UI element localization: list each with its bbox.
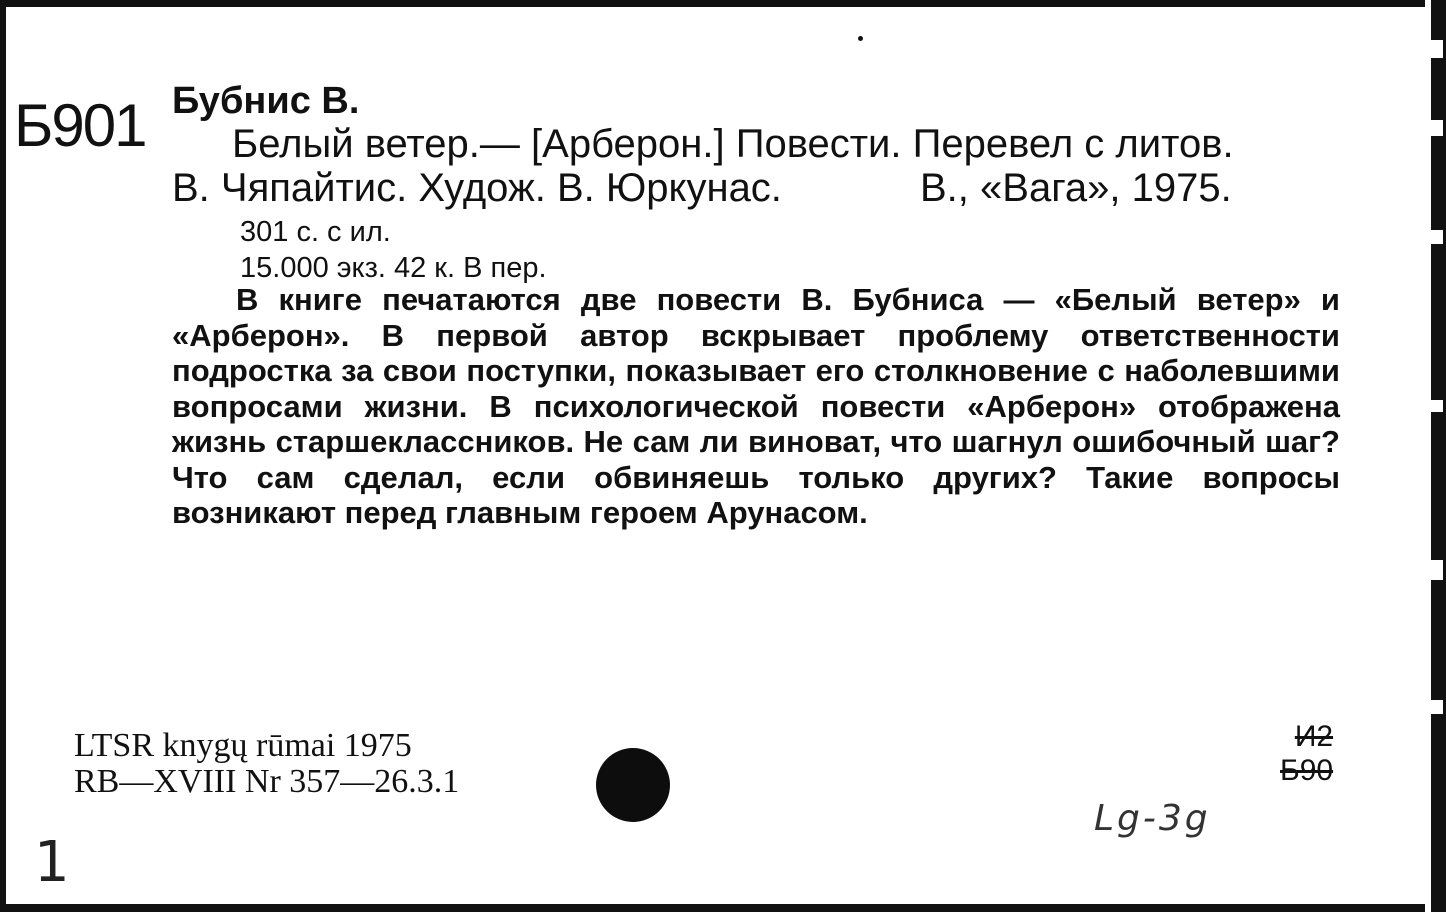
handwritten-note: Lg-3g xyxy=(1094,798,1211,839)
edge-notch xyxy=(1431,700,1443,714)
annotation: В книге печатаются две повести В. Бубниса — «Белый ветер» и «Арберон». В первой автор вскрывает проблему ответственности подростка за свои поступки, показывает его столкновение с наболевшими вопросами жизни. В психологической повести «Арберон» отображена жизнь старшеклассников. Не сам ли виноват, что шагнул ошибочный шаг? Что сам сделал, если обвиняешь только других? Такие вопросы возникают перед главным героем Арунасом. xyxy=(172,282,1340,530)
card-border-bottom xyxy=(0,904,1446,912)
shelf-mark-line-1: И2 xyxy=(1294,720,1334,753)
card-border-left xyxy=(0,0,6,912)
edge-notch xyxy=(1431,40,1443,58)
publisher-info xyxy=(74,728,459,800)
publisher-line-1: LTSR knygų rūmai 1975 xyxy=(74,727,412,764)
print-run-price: 15.000 экз. 42 к. В пер. xyxy=(240,252,547,284)
pagination: 301 с. с ил. xyxy=(240,216,391,248)
author-heading: Бубнис В. xyxy=(172,80,360,122)
edge-notch xyxy=(1431,230,1443,244)
card-count: 1 xyxy=(34,830,70,895)
card-border-right xyxy=(1430,0,1446,912)
edge-notch xyxy=(1431,560,1443,580)
title-line-2: В. Чяпайтис. Худож. В. Юркунас. xyxy=(172,166,782,210)
title-line-1: Белый ветер.— [Арберон.] Повести. Перевел с литов. xyxy=(232,122,1234,166)
edge-notch xyxy=(1431,120,1443,136)
shelf-mark xyxy=(1280,720,1333,788)
punch-hole xyxy=(596,748,670,822)
card-border-right-gap xyxy=(1425,0,1431,912)
call-number: Б901 xyxy=(14,92,146,159)
ink-speck xyxy=(858,36,863,41)
imprint: В., «Вага», 1975. xyxy=(920,166,1232,210)
card-border-top xyxy=(0,0,1446,7)
publisher-line-2: RB—XVIII Nr 357—26.3.1 xyxy=(74,763,460,800)
edge-notch xyxy=(1431,400,1443,412)
shelf-mark-line-2: Б90 xyxy=(1280,754,1334,787)
